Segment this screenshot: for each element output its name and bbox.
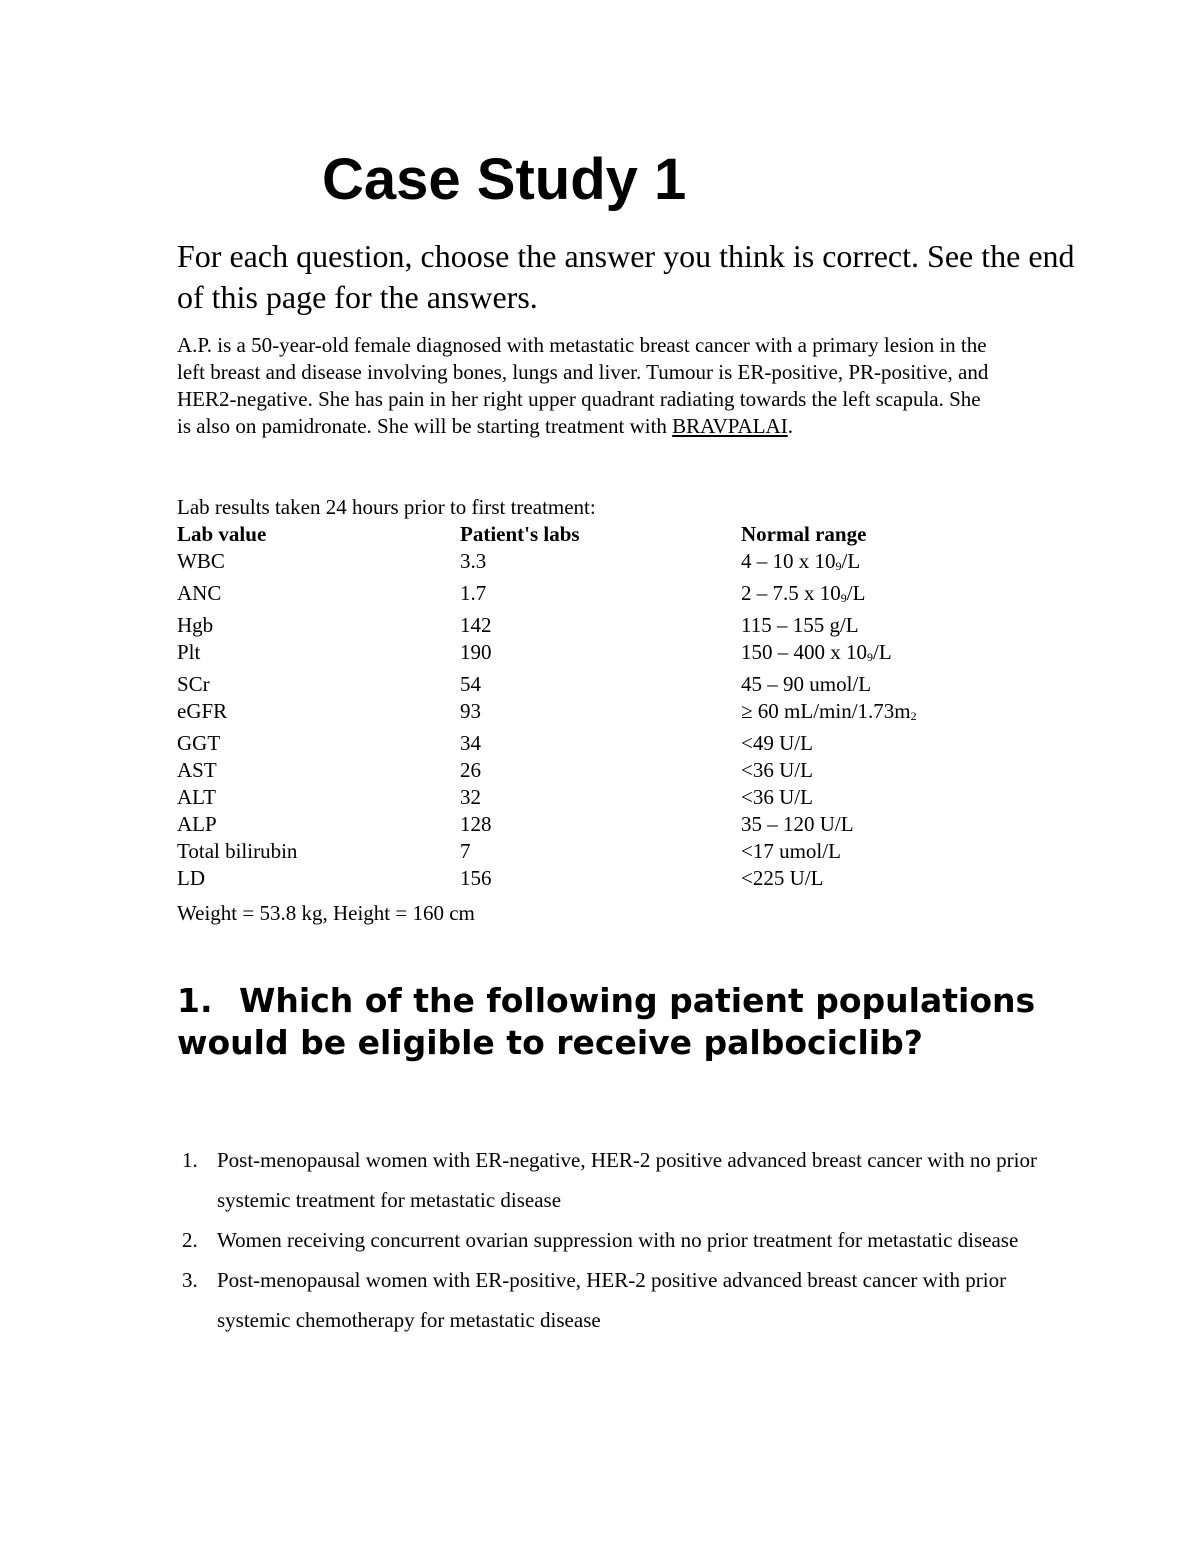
question-number: 1. [177,981,213,1020]
instructions-text: For each question, choose the answer you think is correct. See the end of this page for the answers. [177,238,1075,315]
answer-options-list [177,1140,1047,1340]
lab-row [177,639,1041,671]
lab-range-cell [741,698,1041,730]
lab-name-cell: SCr [177,672,210,696]
lab-value-cell: 54 [460,672,481,696]
lab-value-cell: 32 [460,785,481,809]
lab-row [177,757,1041,784]
option-text: Post-menopausal women with ER-negative, HER-2 positive advanced breast cancer with no prior systemic treatment for metastatic disease [217,1148,1037,1212]
lab-name-cell: Hgb [177,613,214,637]
lab-value-cell: 156 [460,866,492,890]
lab-range-cell [741,639,1041,671]
question-text: Which of the following patient populations would be eligible to receive palbociclib? [177,981,1036,1062]
range-text: 45 – 90 umol/L [741,672,872,696]
range-text: 35 – 120 U/L [741,812,854,836]
option-number: 3. [182,1268,198,1292]
lab-range-cell [741,838,1041,865]
option-text: Women receiving concurrent ovarian suppression with no prior treatment for metastatic disease [217,1228,1019,1252]
lab-name-cell: eGFR [177,699,228,723]
lab-name-cell: Total bilirubin [177,839,298,863]
question-heading [177,980,1037,1064]
lab-row [177,612,1041,639]
page-title: Case Study 1 [322,147,687,212]
lab-header-row [177,521,1041,548]
range-exponent: 9 [840,591,847,605]
option-number: 2. [182,1228,198,1252]
lab-row [177,580,1041,612]
lab-value-cell: 142 [460,613,492,637]
lab-value-cell: 128 [460,812,492,836]
lab-row [177,784,1041,811]
range-text: 150 – 400 x 10 [741,640,867,664]
lab-value-cell: 7 [460,839,471,863]
lab-value-cell: 1.7 [460,581,487,605]
range-unit: /L [846,581,866,605]
lab-results-table [177,521,1041,892]
range-text: <49 U/L [741,731,813,755]
lab-value-cell: 26 [460,758,481,782]
lab-range-cell [741,612,1041,639]
lab-header-value: Patient's labs [460,522,580,546]
range-text: <36 U/L [741,785,813,809]
lab-range-cell [741,730,1041,757]
lab-row [177,548,1041,580]
lab-name-cell: GGT [177,731,221,755]
lab-name-cell: AST [177,758,217,782]
option-text: Post-menopausal women with ER-positive, HER-2 positive advanced breast cancer with prior systemic chemotherapy for metastatic disease [217,1268,1007,1332]
lab-value-cell: 3.3 [460,549,487,573]
lab-header-name: Lab value [177,522,267,546]
lab-name-cell: ALP [177,812,217,836]
range-text: <36 U/L [741,758,813,782]
range-unit: /L [841,549,861,573]
protocol-link[interactable]: BRAVPALAI [672,414,788,438]
lab-range-cell [741,865,1041,892]
lab-value-cell: 34 [460,731,481,755]
range-text: <225 U/L [741,866,824,890]
answer-option[interactable] [177,1140,1047,1220]
lab-range-cell [741,548,1041,580]
lab-name-cell: ANC [177,581,222,605]
lab-value-cell: 93 [460,699,481,723]
lab-row [177,698,1041,730]
range-text: 4 – 10 x 10 [741,549,836,573]
answer-option[interactable] [177,1260,1047,1340]
case-description [177,332,997,440]
lab-value-cell: 190 [460,640,492,664]
range-text: 2 – 7.5 x 10 [741,581,841,605]
lab-range-cell [741,757,1041,784]
case-text-end: . [787,414,793,438]
range-exponent: 9 [835,559,842,573]
lab-range-cell [741,580,1041,612]
lab-range-cell [741,671,1041,698]
lab-header-range: Normal range [741,522,867,546]
lab-row [177,811,1041,838]
range-exponent: 9 [867,650,873,664]
range-text: 115 – 155 g/L [741,613,859,637]
lab-row [177,865,1041,892]
lab-results-caption: Lab results taken 24 hours prior to first treatment: [177,495,596,519]
range-text: <17 umol/L [741,839,841,863]
range-text: ≥ 60 mL/min/1.73m [741,699,911,723]
option-number: 1. [182,1148,198,1172]
lab-row [177,730,1041,757]
lab-name-cell: Plt [177,640,201,664]
range-exponent: 2 [910,709,917,723]
lab-name-cell: ALT [177,785,216,809]
lab-name-cell: WBC [177,549,225,573]
answer-option[interactable] [177,1220,1047,1260]
case-text: A.P. is a 50-year-old female diagnosed with metastatic breast cancer with a primary lesion in the left breast and disease involving bones, lungs and liver. Tumour is ER-positive, PR-positive, and HER2-negative. She has pain in her right upper quadrant radiating towards the left scapula. She is also on pamidronate. She will be starting treatment with [177,333,989,438]
weight-height-text: Weight = 53.8 kg, Height = 160 cm [177,901,475,925]
lab-name-cell: LD [177,866,205,890]
lab-row [177,671,1041,698]
lab-range-cell [741,784,1041,811]
lab-row [177,838,1041,865]
lab-range-cell [741,811,1041,838]
lab-results-body [177,548,1041,892]
range-unit: /L [873,640,892,664]
